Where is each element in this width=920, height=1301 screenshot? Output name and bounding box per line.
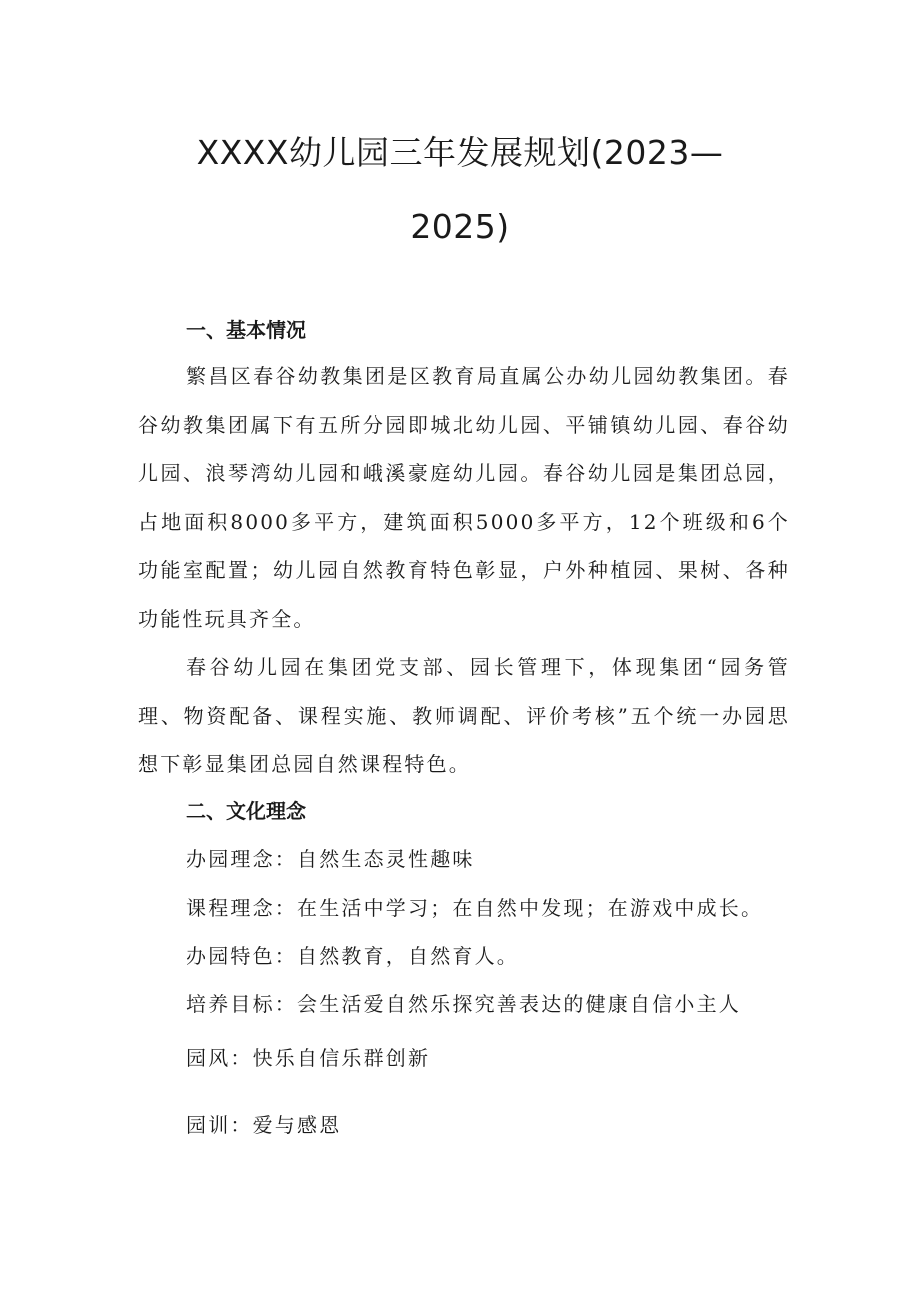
culture-item-style: 园风：快乐自信乐群创新	[186, 1046, 431, 1070]
basic-info-paragraph-2: 春谷幼儿园在集团党支部、园长管理下，体现集团“园务管理、物资配备、课程实施、教师调配、评价考核”五个统一办园思想下彰显集团总园自然课程特色。	[138, 655, 790, 776]
section-heading-culture: 二、文化理念	[186, 799, 306, 823]
culture-item-motto: 园训：爱与感恩	[186, 1113, 342, 1137]
culture-item-curriculum: 课程理念：在生活中学习；在自然中发现；在游戏中成长。	[186, 896, 764, 920]
basic-info-paragraph-1: 繁昌区春谷幼教集团是区教育局直属公办幼儿园幼教集团。春谷幼教集团属下有五所分园即城北幼儿园、平铺镇幼儿园、春谷幼儿园、浪琴湾幼儿园和峨溪豪庭幼儿园。春谷幼儿园是集团总园，占地面积8000多平方，建筑面积5000多平方，12个班级和6个功能室配置；幼儿园自然教育特色彰显，户外种植园、果树、各种功能性玩具齐全。	[138, 364, 790, 631]
document-title-line-1: XXXX幼儿园三年发展规划(2023—	[196, 133, 724, 172]
culture-item-feature: 办园特色：自然教育，自然育人。	[186, 944, 519, 968]
document-title-line-2: 2025)	[410, 207, 510, 246]
culture-item-goal: 培养目标：会生活爱自然乐探究善表达的健康自信小主人	[186, 992, 741, 1016]
section-heading-basic-info: 一、基本情况	[186, 318, 306, 342]
culture-item-philosophy: 办园理念：自然生态灵性趣味	[186, 847, 475, 871]
